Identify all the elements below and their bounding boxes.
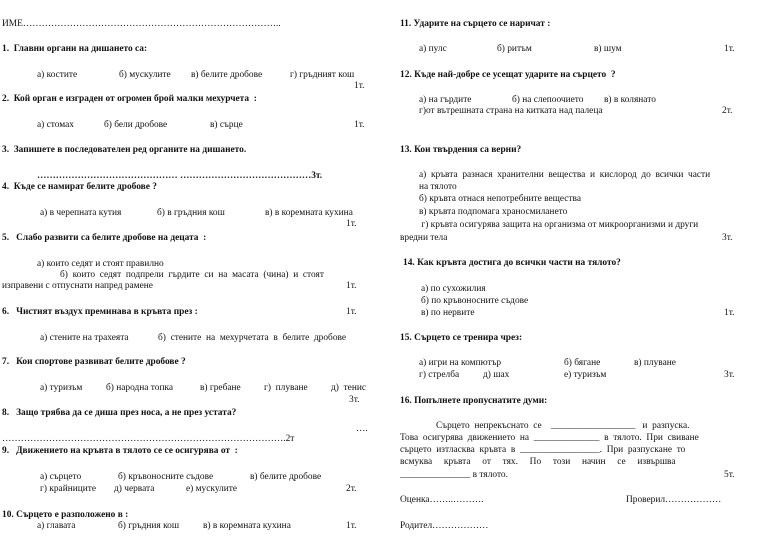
q15-option-f: е) туризъм xyxy=(564,370,607,380)
q5-option-b-line2: изправени с отпуснати напред рамене xyxy=(2,281,153,291)
q16-line-4: всмуква кръвта от тях. По този начин се извършва xyxy=(400,457,676,467)
q1-option-c: в) белите дробове xyxy=(191,70,263,80)
q4-title: 4. Къде се намират белите дробове ? xyxy=(2,182,157,192)
q10-option-b: б) гръдния кош xyxy=(118,521,180,531)
q4-option-c: в) в коремната кухина xyxy=(265,208,353,218)
q7-option-c: в) гребане xyxy=(200,383,241,393)
q1-option-b: б) мускулите xyxy=(119,70,171,80)
q15-option-e: д) шах xyxy=(483,370,510,380)
q9-option-e: д) червата xyxy=(114,484,155,494)
q7-option-a: а) туризъм xyxy=(40,383,83,393)
q7-option-d: г) плуване xyxy=(264,383,308,393)
q11-title: 11. Ударите на сърцето се наричат : xyxy=(400,19,551,29)
q13-points: 3т. xyxy=(722,233,733,243)
q12-title: 12. Къде най-добре се усещат ударите на сърцето ? xyxy=(400,70,616,80)
q7-points: 3т. xyxy=(349,395,360,405)
q13-title: 13. Кои твърдения са верни? xyxy=(400,145,522,155)
q3-title: 3. Запишете в последователен ред органите на дишането. xyxy=(2,145,247,155)
q15-title: 15. Сърцето се тренира чрез: xyxy=(400,333,523,343)
q1-title: 1. Главни органи на дишането са: xyxy=(2,44,148,54)
q5-points: 1т. xyxy=(346,281,357,291)
q12-option-a: а) на гърдите xyxy=(419,95,472,105)
q15-option-c: в) плуване xyxy=(634,358,676,368)
q13-option-a-line1: а) кръвта разнася хранителни вещества и кислород до всички части xyxy=(419,170,711,180)
q4-option-a: а) в черепната кутия xyxy=(40,208,122,218)
q12-points: 2т. xyxy=(722,106,733,116)
q2-option-a: а) стомах xyxy=(37,120,74,130)
q9-option-b: б) кръвоносните съдове xyxy=(118,472,214,482)
q12-option-b: б) на слепоочието xyxy=(512,95,584,105)
q13-option-c: в) кръвта подпомага храносмилането xyxy=(419,207,568,217)
q13-option-d-line2: вредни тела xyxy=(400,233,448,243)
q11-option-a: а) пулс xyxy=(419,44,447,54)
q2-title: 2. Кой орган е изграден от огромен брой малки мехурчета : xyxy=(2,94,257,104)
checked-by-field: Проверил……………… xyxy=(626,495,722,505)
q9-title: 9. Движението на кръвта в тялото се се осигурява от : xyxy=(2,446,238,456)
q1-option-d: г) гръдният кош xyxy=(290,70,355,80)
q13-option-a-line2: на тялото xyxy=(419,182,457,192)
name-line: ИМЕ……………………………………………………………………….. xyxy=(2,19,281,29)
q4-points: 1т. xyxy=(346,219,357,229)
q15-points: 3т. xyxy=(724,370,735,380)
q15-option-b: б) бягане xyxy=(564,358,601,368)
parent-field: Родител……………… xyxy=(400,521,489,531)
q1-option-a: а) костите xyxy=(37,70,78,80)
grade-field: Оценка……..………. xyxy=(400,495,484,505)
q2-points: 1т. xyxy=(354,120,365,130)
q10-points: 1т. xyxy=(346,521,357,531)
q12-option-d: г)от вътрешната страна на китката над палеца xyxy=(419,106,603,116)
q11-points: 1т. xyxy=(724,44,735,54)
q16-line-3: сърцето изтласква кръвта в _________________. При разпускане то xyxy=(400,445,686,455)
q3-answer-line: ……………………………………… ……………………………………3т. xyxy=(37,171,323,181)
q6-points: 1т. xyxy=(346,307,357,317)
q11-option-c: в) шум xyxy=(594,44,622,54)
q14-option-b: б) по кръвоносните съдове xyxy=(421,296,529,306)
q2-option-b: б) бели дробове xyxy=(104,120,168,130)
q14-option-c: в) по нервите xyxy=(421,308,475,318)
q14-title: 14. Как кръвта достига до всички части на тялото? xyxy=(403,258,621,268)
q14-option-a: а) по сухожилия xyxy=(421,284,486,294)
q16-line-2: Това осигурява движението на ______________ в тялото. При свиване xyxy=(400,433,699,443)
q16-line-1: Сърцето непрекъснато се __________________ и разпуска. xyxy=(436,421,690,431)
q12-option-c: в) в колянато xyxy=(604,95,656,105)
q10-title: 10. Сърцето е разположено в : xyxy=(2,510,129,520)
q9-option-a: а) сърцето xyxy=(40,472,82,482)
q9-points: 2т. xyxy=(346,484,357,494)
q5-option-b-line1: б) които седят подпрели гърдите си на масата (чина) и стоят xyxy=(60,270,324,280)
q8-dots-1: …. xyxy=(356,424,368,434)
q8-dots-2: ……………………………………………………………………………….2т xyxy=(2,434,295,444)
q16-points: 5т. xyxy=(724,470,735,480)
q10-option-a: а) главата xyxy=(37,521,76,531)
q6-option-a: а) стените на трахеята xyxy=(40,333,129,343)
q2-option-c: в) сърце xyxy=(210,120,243,130)
q1-points: 1т. xyxy=(354,81,365,91)
q16-title: 16. Попълнете пропуснатите думи: xyxy=(400,396,548,406)
q7-option-e: д) тенис xyxy=(331,383,367,393)
q6-option-b: б) стените на мехурчетата в белите дробове xyxy=(158,333,347,343)
q5-option-a: а) които седят и стоят правилно xyxy=(37,259,164,269)
q16-line-5: _______________ в тялото. xyxy=(400,470,508,480)
q6-title: 6. Чистият въздух преминава в кръвта през : xyxy=(2,307,198,317)
q10-option-c: в) в коремната кухина xyxy=(203,521,291,531)
q9-option-d: г) крайниците xyxy=(40,484,97,494)
q15-option-d: г) стрелба xyxy=(419,370,460,380)
q4-option-b: б) в гръдния кош xyxy=(157,208,225,218)
q8-title: 8. Защо трябва да се диша през носа, а не през устата? xyxy=(2,408,237,418)
q15-option-a: а) игри на компютър xyxy=(419,358,502,368)
q5-title: 5. Слабо развити са белите дробове на децата : xyxy=(2,233,207,243)
q7-option-b: б) народна топка xyxy=(106,383,174,393)
q9-option-c: в) белите дробове xyxy=(250,472,322,482)
q13-option-b: б) кръвта отнася непотребните вещества xyxy=(419,194,581,204)
q13-option-d-line1: г) кръвта осигурява защита на организма от микроорганизми и други xyxy=(419,220,699,230)
q14-points: 1т. xyxy=(724,308,735,318)
q11-option-b: б) ритъм xyxy=(497,44,532,54)
q9-option-f: е) мускулите xyxy=(186,484,238,494)
q7-title: 7. Кои спортове развиват белите дробове ? xyxy=(2,357,186,367)
